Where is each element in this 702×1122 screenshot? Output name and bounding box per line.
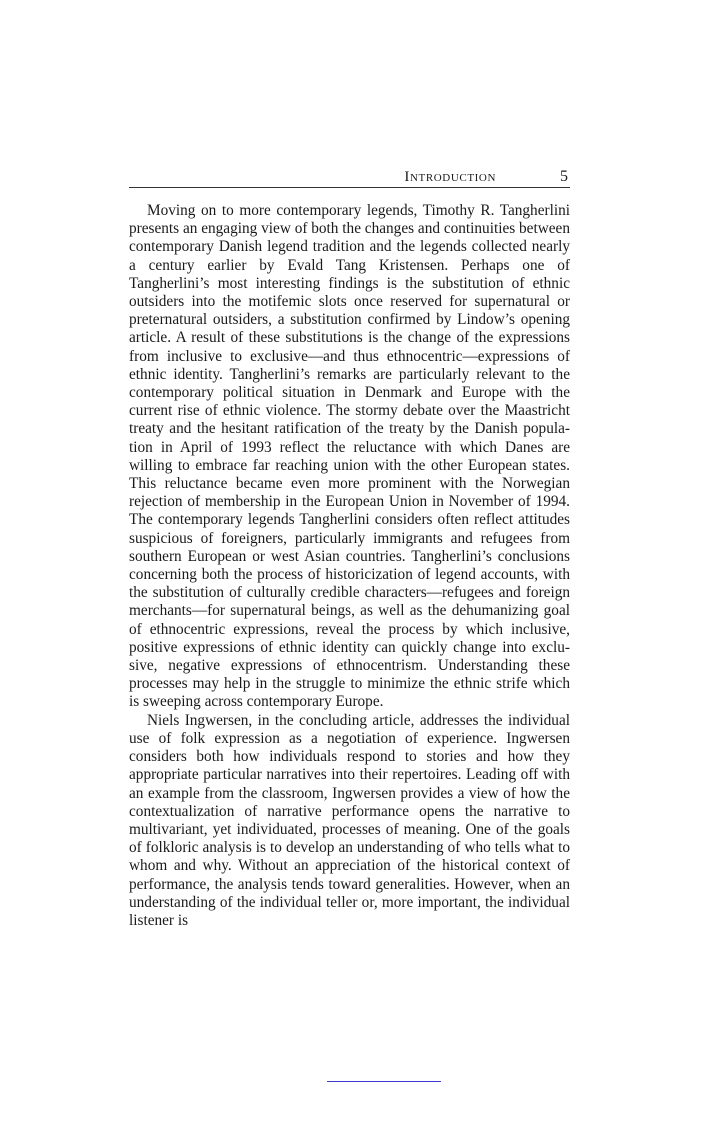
paragraph: Moving on to more contemporary legends, Timothy R. Tangherlini presents an engaging view of both the changes and continuities between contemporary Danish legend tradition and the legends collected nearly a century earlier by Evald Tang Kristensen. Perhaps one of Tangherlini’s most interesting findings is the substitution of ethnic outsiders into the motifemic slots once reserved for supernatural or preternatural outsiders, a substitution confirmed by Lindow’s opening article. A result of these substitutions is the change of the expressions from inclusive to exclusive—and thus ethnocentric—expressions of ethnic identity. Tangherlini’s remarks are particularly relevant to the contemporary political situation in Denmark and Europe with the current rise of ethnic violence. The stormy debate over the Maastricht treaty and the hesitant ratification of the treaty by the Danish population in April of 1993 reflect the reluctance with which Danes are willing to embrace far reaching union with the other European states. This reluctance became even more prominent with the Norwegian rejection of membership in the European Union in November of 1994. The contemporary legends Tangherlini considers often reflect attitudes suspicious of foreigners, particularly immigrants and refugees from southern European or west Asian countries. Tangherlini’s conclusions concerning both the process of historicization of legend accounts, with the substitution of culturally credible characters—refugees and foreign merchants—for supernatural beings, as well as the dehumanizing goal of ethnocentric expressions, reveal the process by which inclusive, positive expressions of ethnic identity can quickly change into exclusive, negative expressions of ethnocentrism. Understanding these processes may help in the struggle to minimize the ethnic strife which is sweeping across contemporary Europe.: [129, 202, 570, 711]
body-text: [129, 202, 570, 930]
header-rule: [129, 187, 570, 188]
paragraph: Niels Ingwersen, in the concluding article, addresses the individual use of folk expression as a negotiation of experience. Ingwersen considers both how individuals respond to stories and how they appropriate particular narratives into their repertoires. Leading off with an example from the classroom, Ingwersen provides a view of how the contextualization of narrative performance opens the narrative to multivariant, yet individuated, processes of meaning. One of the goals of folkloric analysis is to develop an understanding of who tells what to whom and why. Without an appreciation of the historical context of performance, the analysis tends toward generalities. However, when an understanding of the individual teller or, more important, the individual listener is: [129, 711, 570, 929]
footer-rule: [327, 1081, 441, 1082]
page-number: 5: [560, 168, 568, 185]
running-title: Introduction: [404, 169, 496, 185]
running-head: [129, 167, 570, 187]
